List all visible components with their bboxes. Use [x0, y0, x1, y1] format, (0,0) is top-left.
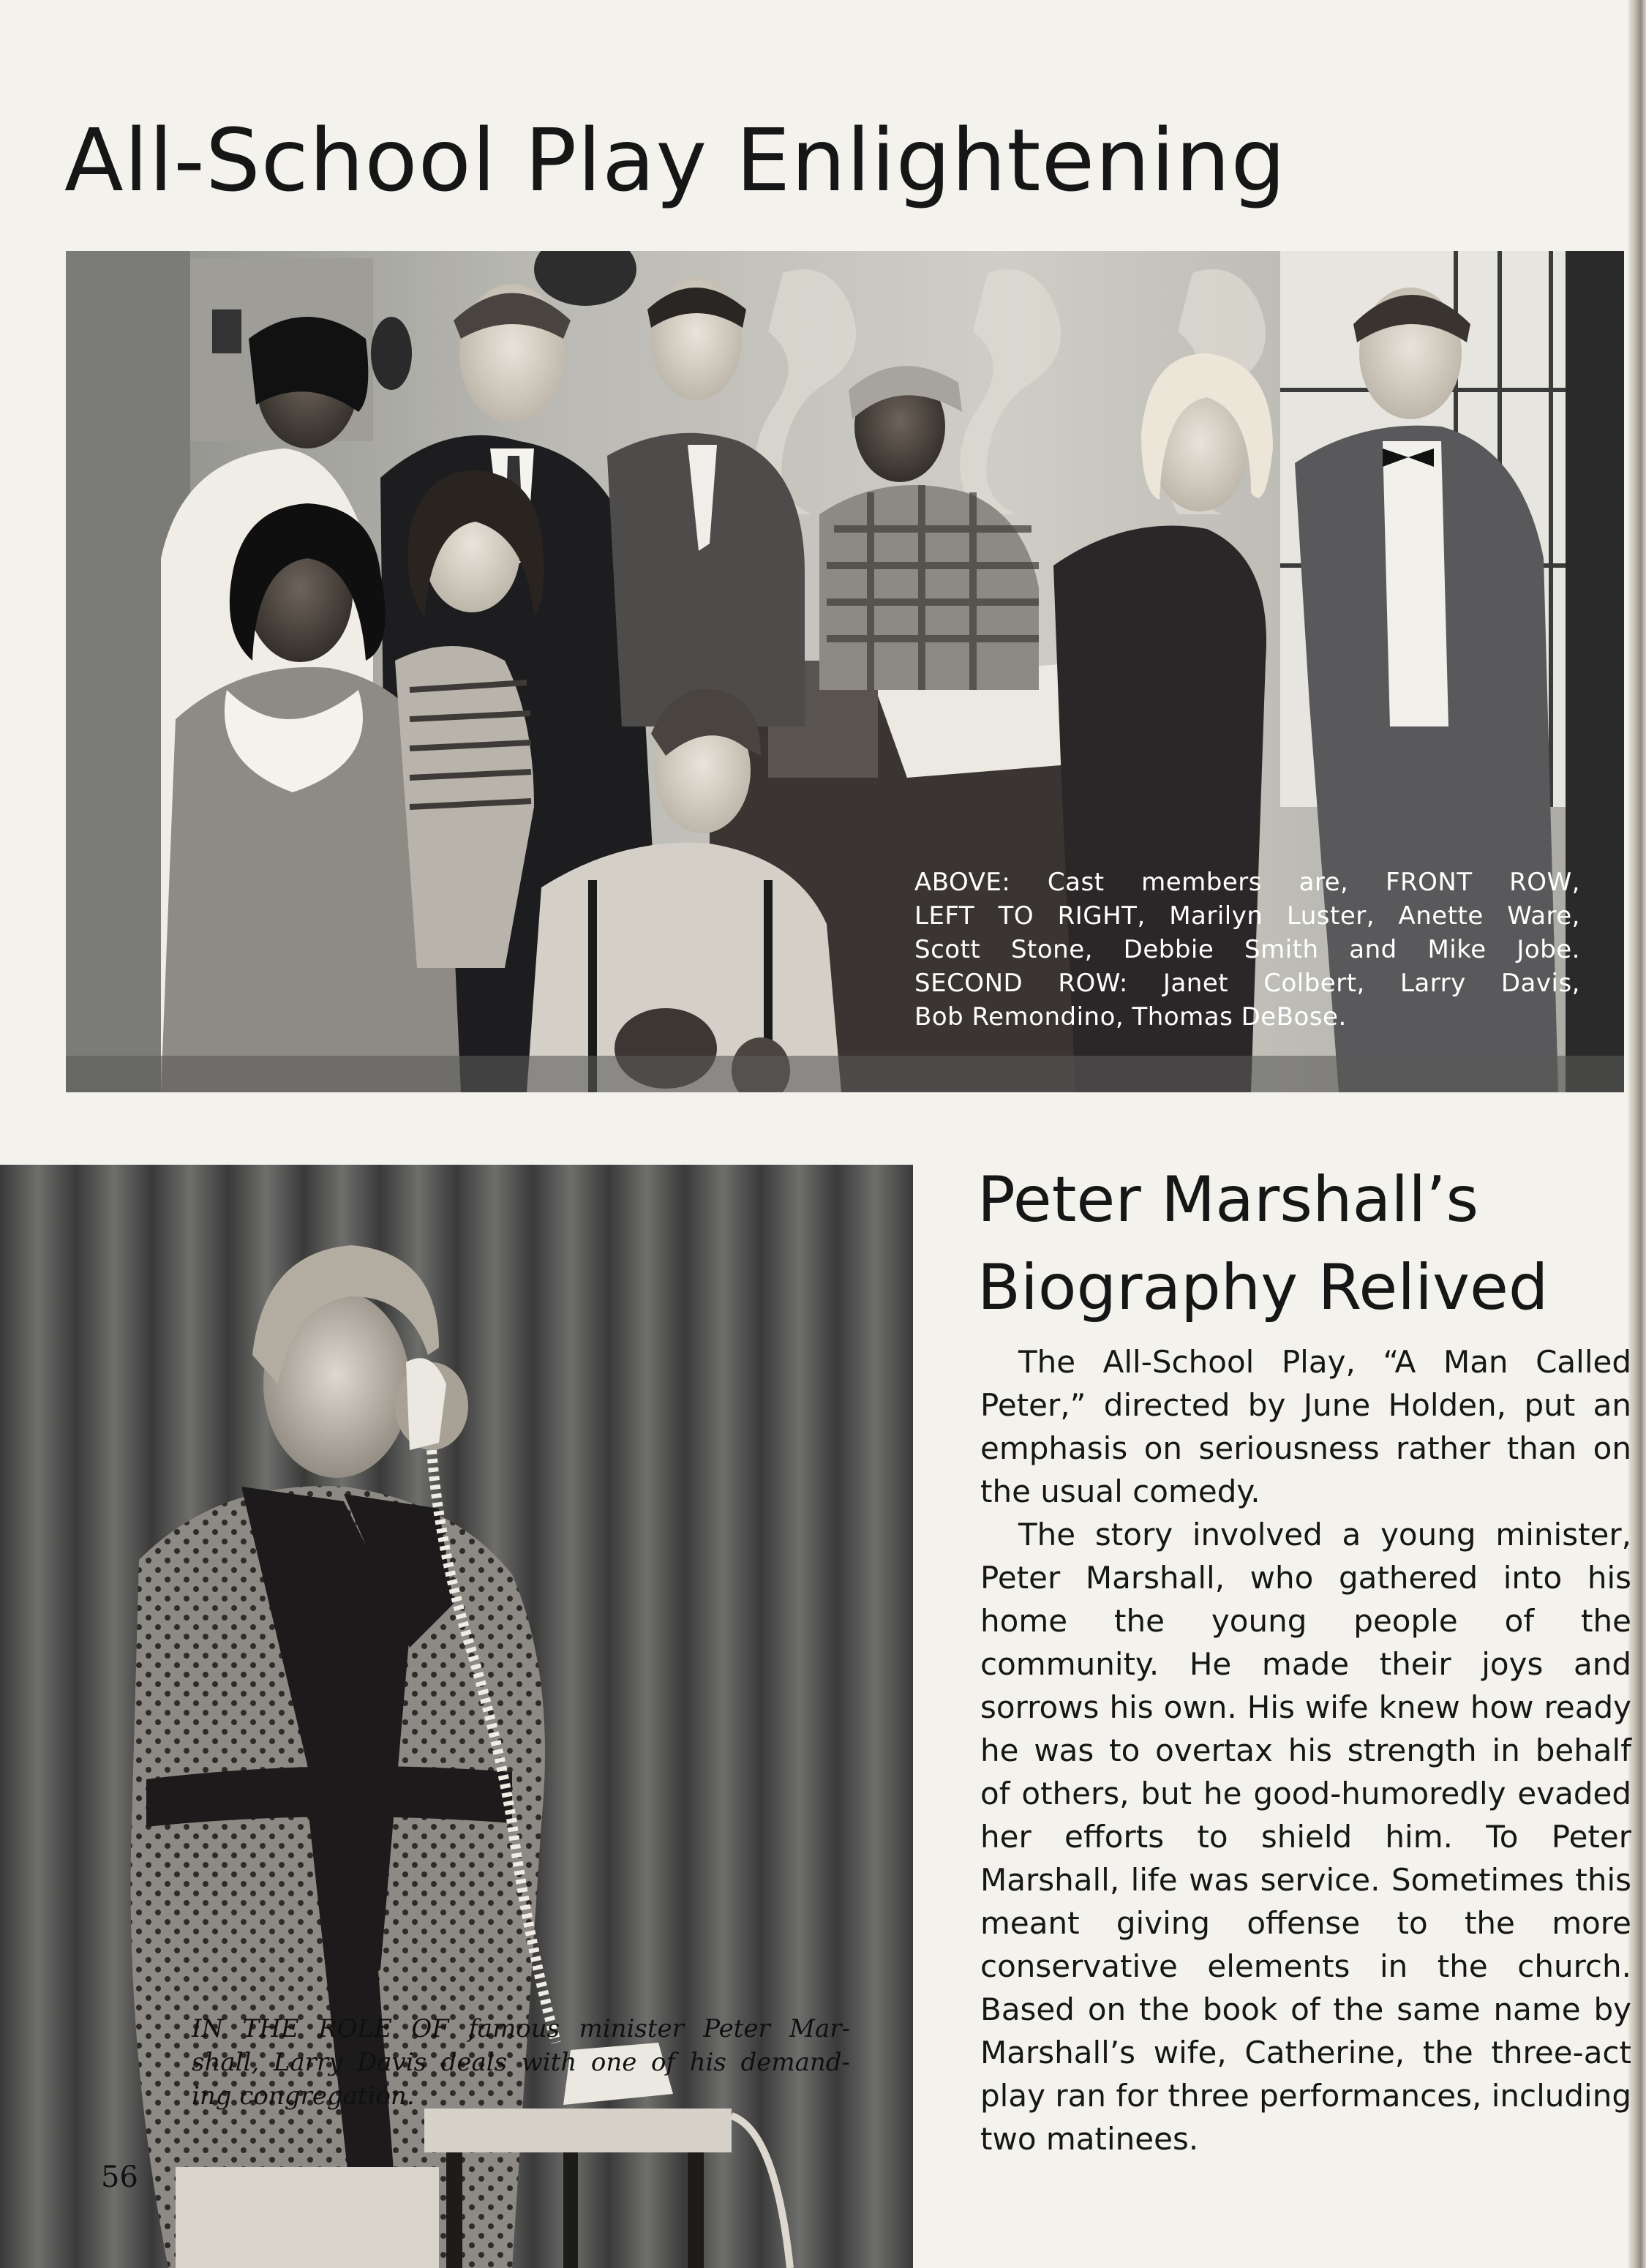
- cast-photo-caption: [914, 865, 1580, 1034]
- role-photo: [0, 1165, 913, 2268]
- page-number: 56: [101, 2160, 138, 2194]
- article-body: [980, 1340, 1631, 2160]
- cast-photo: [66, 251, 1624, 1092]
- cast-caption-line: Bob Remondino, Thomas DeBose.: [914, 1002, 1347, 1032]
- cast-caption-line: SECOND ROW: Janet Colbert, Larry Davis,: [914, 969, 1580, 998]
- cast-caption-line: LEFT TO RIGHT, Marilyn Luster, Anette Ware,: [914, 901, 1580, 931]
- page-title: All-School Play Enlightening: [64, 110, 1287, 211]
- cast-caption-line: ABOVE: Cast members are, FRONT ROW,: [914, 868, 1580, 897]
- article-heading-line: Peter Marshall’s: [977, 1163, 1479, 1236]
- role-caption-line: IN THE ROLE OF famous minister Peter Mar-: [192, 2014, 850, 2043]
- role-caption-line: ing congregation.: [192, 2081, 415, 2111]
- article-paragraph: The All-School Play, “A Man Called Peter,” directed by June Holden, put an emphasis on seriousness rather than on the usual comedy.: [980, 1344, 1631, 1509]
- cast-caption-line: Scott Stone, Debbie Smith and Mike Jobe.: [914, 935, 1580, 964]
- article-heading: [977, 1156, 1548, 1332]
- article-heading-line: Biography Relived: [977, 1251, 1549, 1324]
- role-photo-caption: [192, 2012, 850, 2113]
- role-caption-line: shall, Larry Davis deals with one of his demand-: [192, 2048, 850, 2077]
- article-paragraph: The story involved a young minister, Peter Marshall, who gathered into his home the young people of the community. He made their joys and sorrows his own. His wife knew how ready he was to overtax his strength in behalf of others, but he good-humoredly evaded her efforts to shield him. To Peter Marshall, life was service. Sometimes this meant giving offense to the more conservative elements in the church. Based on the book of the same name by Marshall’s wife, Catherine, the three-act play ran for three performances, including two matinees.: [980, 1517, 1631, 2157]
